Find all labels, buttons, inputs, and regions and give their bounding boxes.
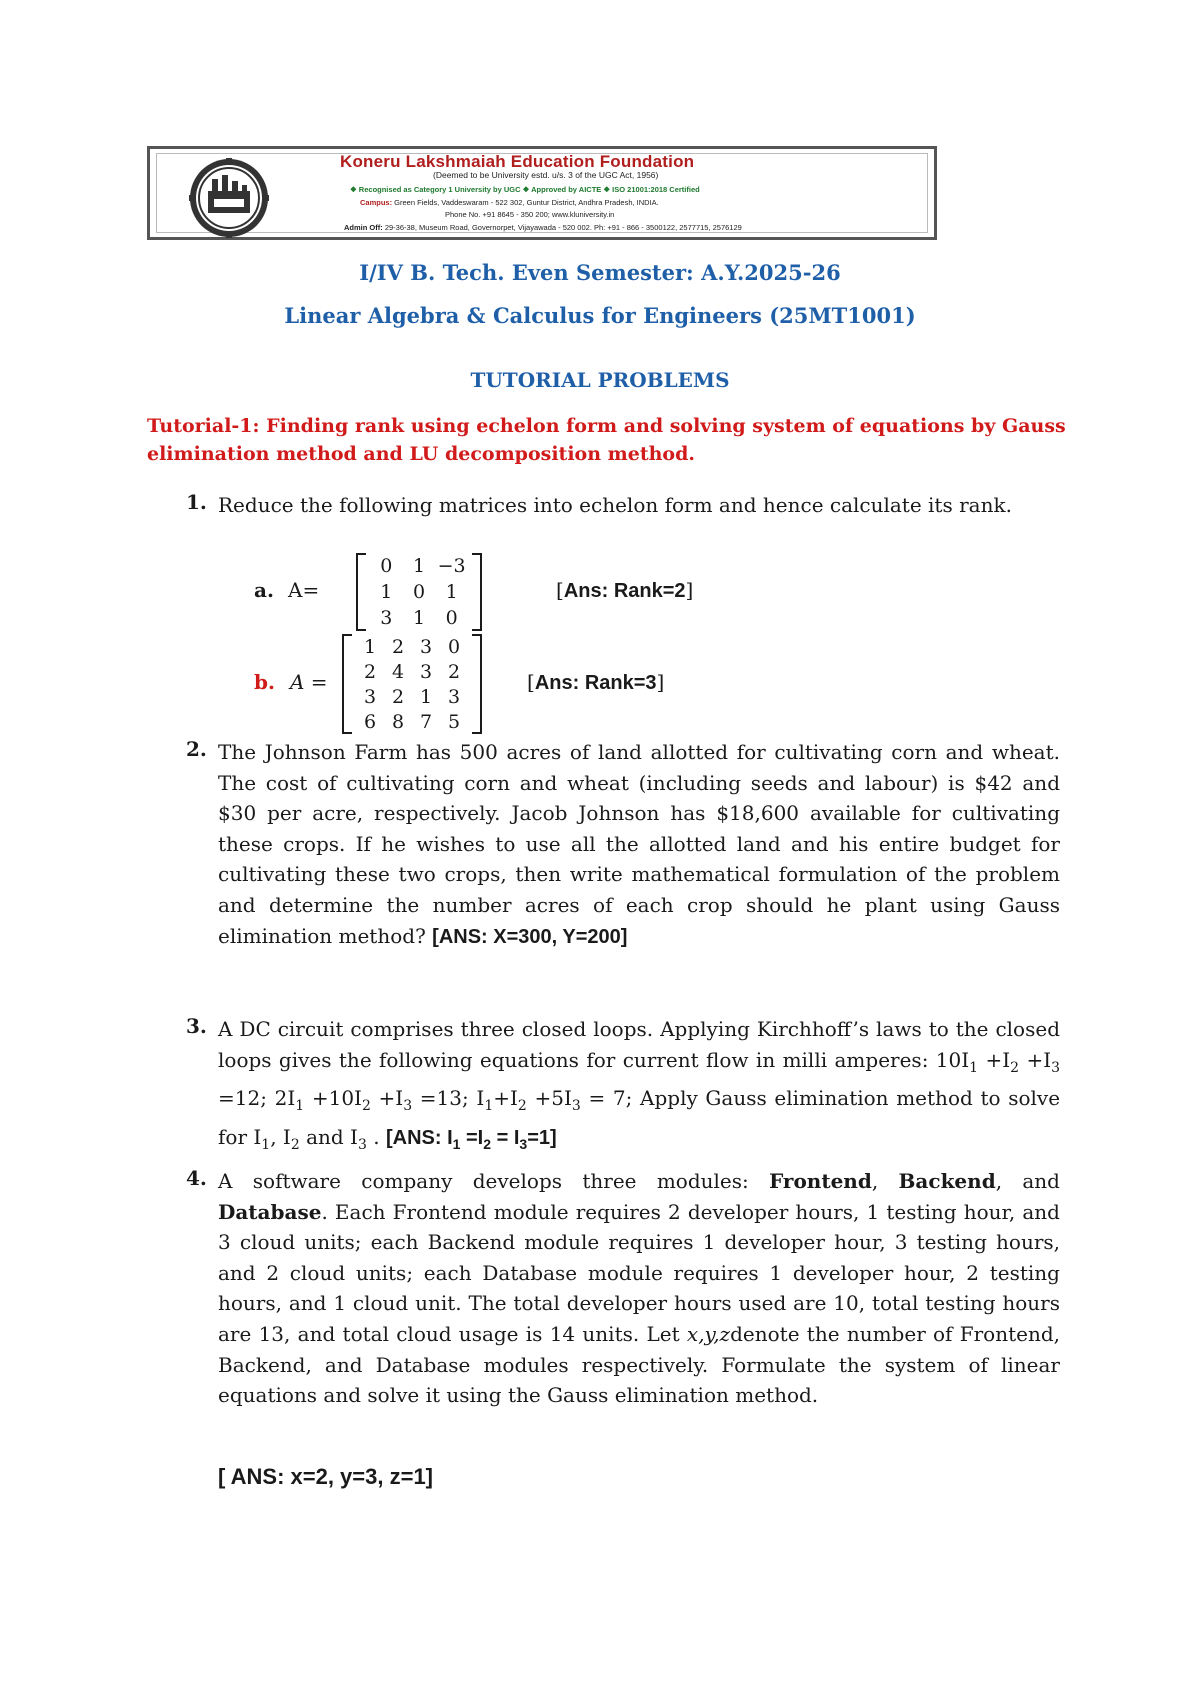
campus-line [360,198,659,207]
problem-2-body: The Johnson Farm has 500 acres of land allotted for cultivating corn and wheat. The cost of cultivating corn and wheat (including seeds and labour) is $42 and $30 per acre, respectively. Jacob Johnson has $18,600 available for cultivating these crops. If he wishes to use all the allotted land and his entire budget for cultivating these two crops, then write mathematical formulation of the problem and determine the number acres of each crop should he plant using Gauss elimination method? [218,740,1060,948]
part-b-label: b. [254,670,275,694]
matrix-cell: 3 [419,660,433,683]
matrix-cell: 2 [391,635,405,658]
matrix-cell: 0 [445,607,458,629]
problem-4-answer: [ ANS: x=2, y=3, z=1] [218,1464,434,1489]
matrix-cell: 1 [380,581,393,603]
problem-number: 3. [186,1014,207,1038]
problem-3-answer: [ANS: $I_1 =I_2 = I_3=1$] [385,1126,557,1152]
matrix-cell: 8 [391,710,405,733]
org-name: Koneru Lakshmaiah Education Foundation [340,152,695,171]
module-backend: Backend [898,1169,996,1193]
matrix-cell: 1 [363,635,377,658]
right-bracket [472,634,482,734]
matrix-cell: 6 [363,710,377,733]
right-bracket [472,553,482,631]
part-a-answer: [Ans: Rank=2] [556,578,694,602]
part-b-lhs: A = [290,670,328,694]
problem-4-intro: A software company develops three modules: [218,1169,770,1193]
matrix-cell: 1 [412,607,426,629]
org-subtitle: (Deemed to be University estd. u/s. 3 of the UGC Act, 1956) [433,170,659,180]
problem-1-text: Reduce the following matrices into echelon form and hence calculate its rank. [218,493,1012,517]
section-title: TUTORIAL PROBLEMS [470,368,730,392]
left-bracket [342,634,352,734]
part-a-answer-text: Ans: Rank=2 [563,580,686,602]
semester-heading: I/IV B. Tech. Even Semester: A.Y.2025-26 [359,260,841,285]
part-a-lhs: A= [288,578,320,602]
matrix-cell: 1 [419,685,433,708]
university-seal-logo [188,157,270,239]
course-heading: Linear Algebra & Calculus for Engineers (25MT1001) [284,303,916,328]
problem-4-text: A software company develops three modules: Frontend, Backend, and Database. Each Frontend module requires 2 developer hours, 1 testing hour, and 3 cloud units; each Backend module requires 1 developer hour, 3 testing hours, and 2 cloud units; each Database module requires 1 developer hour, 2 testing hours, and 1 cloud unit. The total developer hours used are 10, total testing hours are 13, and total cloud usage is 14 units. Let x,y,zdenote the number of Frontend, Backend, and Database modules respectively. Formulate the system of linear equations and solve it using the Gauss elimination method. [218,1169,1060,1408]
problem-3-text: A DC circuit comprises three closed loops. Applying Kirchhoff’s laws to the closed loops gives the following equations for current flow in milli amperes: $10I_1 +I_2 +I_3 =12$; $2I_1 +10I_2 +I_3 =13$; $I_1+I_2 +5I_3 = 7$; Apply Gauss elimination method to solve for $I_1$, $I_2$ and $I_3$ . [ANS: $I_1 =I_2 = I_3=1$] [218,1017,1061,1153]
matrix-cell: 3 [380,607,393,629]
matrix-a [356,553,482,631]
recognition-line: ❖ Recognised as Category 1 University by UGC ❖ Approved by AICTE ❖ ISO 21001:2018 Certified [350,185,700,194]
problem-2-text [218,737,1060,952]
problem-number: 2. [186,737,207,761]
part-a-label: a. [254,578,274,602]
part-b-answer-text: Ans: Rank=3 [534,672,657,694]
matrix-cell: 4 [391,660,405,683]
matrix-cell: 1 [445,581,458,603]
matrix-cell: 5 [447,710,461,733]
admin-office-line [344,223,742,232]
admin-text: 29-36-38, Museum Road, Governorpet, Vijayawada - 520 002. Ph: +91 - 866 - 3500122, 2577715, 2576129 [382,223,742,232]
tutorial-title: Tutorial-1: Finding rank using echelon form and solving system of equations by Gauss elimination method and LU decomposition method. [147,415,1066,465]
matrix-cell: 0 [412,581,426,603]
problem-2-answer: [ANS: X=300, Y=200] [432,925,628,948]
campus-label: Campus: [360,198,393,207]
problem-4-variables: x,y,z [686,1321,731,1346]
problem-3-body: A DC circuit comprises three closed loops. Applying Kirchhoff’s laws to the closed loops gives the following equations for current flow in milli amperes: 10I [218,1017,1060,1072]
phone-line: Phone No. +91 8645 - 350 200; www.kluniversity.in [445,210,615,219]
problem-number: 1. [186,490,207,514]
matrix-cell: 7 [419,710,433,733]
matrix-cell: 0 [380,555,393,577]
problem-number: 4. [186,1166,207,1190]
left-bracket [356,553,366,631]
problem-4-body: . Each Frontend module requires 2 developer hours, 1 testing hour, and 3 cloud units; each Backend module requires 1 developer hour, 3 testing hours, and 2 cloud units; each Database module requires 1 developer hour, 2 testing hours, and 1 cloud unit. The total developer hours used are 10, total testing hours are 13, and total cloud usage is 14 units. Let [218,1199,1060,1346]
admin-label: Admin Off: [344,223,383,232]
matrix-cell: −3 [437,555,466,577]
matrix-cell: 2 [363,660,377,683]
matrix-cell: 2 [391,685,405,708]
problem-4-tail: denote the number of Frontend, Backend, and Database modules respectively. Formulate the system of linear equations and solve it using the Gauss elimination method. [218,1321,1060,1408]
part-b-answer: [Ans: Rank=3] [527,670,665,694]
module-database: Database [218,1199,322,1224]
campus-text: Green Fields, Vaddeswaram - 522 302, Guntur District, Andhra Pradesh, INDIA. [392,198,659,207]
matrix-cell: 1 [412,555,426,577]
matrix-cell: 3 [419,635,433,658]
matrix-cell: 3 [363,685,377,708]
matrix-cell: 2 [447,660,461,683]
matrix-cell: 0 [447,635,461,658]
module-frontend: Frontend [769,1169,872,1193]
matrix-b [342,634,482,734]
matrix-cell: 3 [447,685,461,708]
